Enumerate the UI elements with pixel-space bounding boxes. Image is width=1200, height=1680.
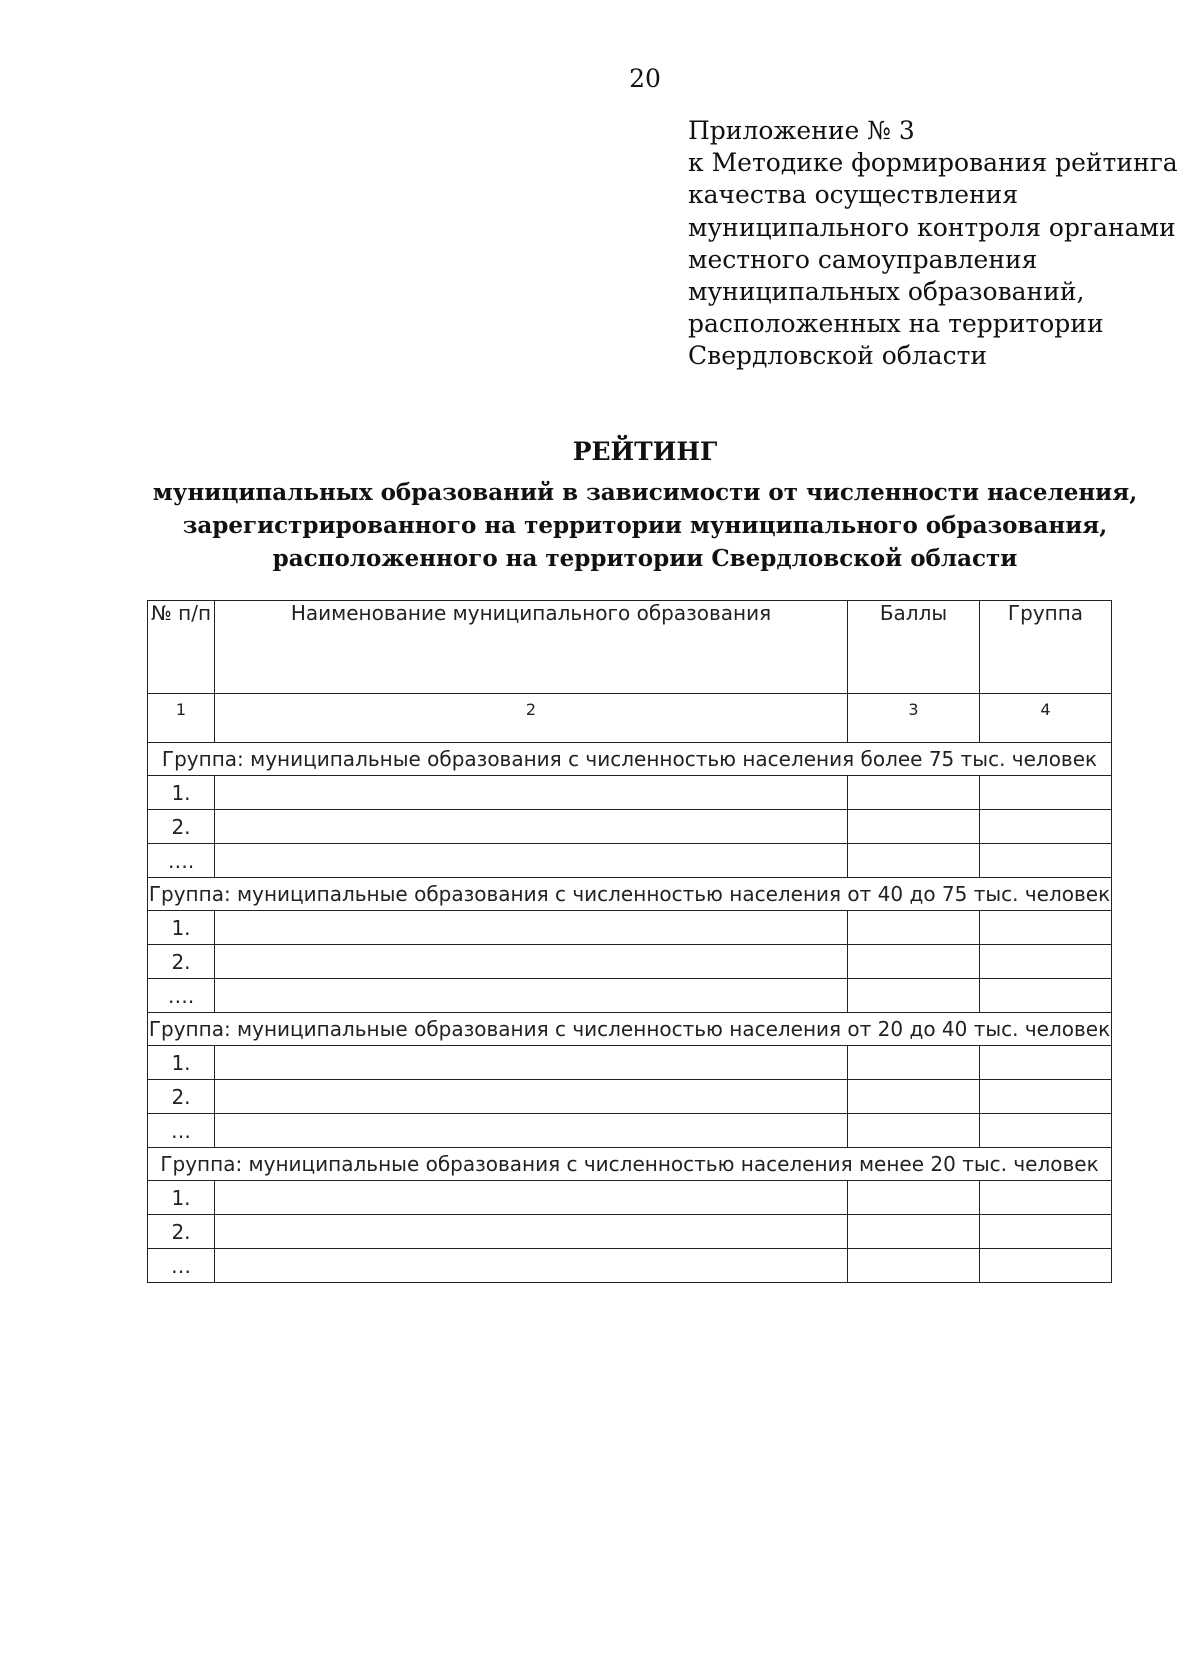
points-cell — [848, 810, 980, 844]
appendix-line: качества осуществления — [688, 180, 1019, 210]
table-row — [148, 945, 1112, 979]
column-number-row — [148, 694, 1112, 743]
group-cell — [980, 1114, 1112, 1148]
points-cell — [848, 844, 980, 878]
group-cell — [980, 1249, 1112, 1283]
appendix-line: Приложение № 3 — [688, 116, 915, 145]
group-cell — [980, 945, 1112, 979]
group-label: Группа: муниципальные образования с численностью населения от 40 до 75 тыс. человек — [148, 878, 1112, 911]
municipality-name-cell — [215, 1080, 848, 1114]
header-number: № п/п — [148, 601, 215, 694]
table-row — [148, 979, 1112, 1013]
table-row — [148, 911, 1112, 945]
municipality-name-cell — [215, 1181, 848, 1215]
table-row — [148, 1046, 1112, 1080]
points-cell — [848, 911, 980, 945]
subtitle-line: расположенного на территории Свердловской области — [272, 545, 1018, 572]
row-number: …. — [148, 979, 215, 1013]
group-cell — [980, 844, 1112, 878]
group-header-row — [148, 1148, 1112, 1181]
group-cell — [980, 979, 1112, 1013]
table-row — [148, 1249, 1112, 1283]
group-header-row — [148, 743, 1112, 776]
appendix-line: местного самоуправления — [688, 244, 1038, 274]
row-number: … — [148, 1114, 215, 1148]
row-number: 2. — [148, 1215, 215, 1249]
table-row — [148, 1181, 1112, 1215]
row-number: 2. — [148, 810, 215, 844]
subtitle-line: зарегистрированного на территории муниципального образования, — [182, 512, 1108, 539]
header-municipality-name: Наименование муниципального образования — [215, 601, 848, 694]
points-cell — [848, 1114, 980, 1148]
table-row — [148, 776, 1112, 810]
table-row — [148, 1215, 1112, 1249]
group-cell — [980, 1181, 1112, 1215]
points-cell — [848, 945, 980, 979]
municipality-name-cell — [215, 1215, 848, 1249]
row-number: 1. — [148, 1181, 215, 1215]
appendix-line: Свердловской области — [688, 341, 988, 371]
appendix-line: к Методике формирования рейтинга — [688, 148, 1178, 178]
points-cell — [848, 776, 980, 810]
points-cell — [848, 979, 980, 1013]
group-cell — [980, 1215, 1112, 1249]
points-cell — [848, 1046, 980, 1080]
points-cell — [848, 1080, 980, 1114]
column-number: 3 — [848, 694, 980, 743]
row-number: 1. — [148, 1046, 215, 1080]
municipality-name-cell — [215, 911, 848, 945]
header-points: Баллы — [848, 601, 980, 694]
appendix-line: расположенных на территории — [688, 309, 1104, 339]
table-row — [148, 810, 1112, 844]
group-header-row — [148, 1013, 1112, 1046]
row-number: 2. — [148, 1080, 215, 1114]
appendix-line: муниципального контроля органами — [688, 212, 1176, 242]
group-label: Группа: муниципальные образования с численностью населения более 75 тыс. человек — [148, 743, 1112, 776]
column-number: 4 — [980, 694, 1112, 743]
group-header-row — [148, 878, 1112, 911]
page-number: 20 — [629, 64, 661, 93]
appendix-line: муниципальных образований, — [688, 277, 1085, 307]
table-row — [148, 1114, 1112, 1148]
document-title: РЕЙТИНГ — [572, 437, 718, 466]
header-group: Группа — [980, 601, 1112, 694]
row-number: 1. — [148, 911, 215, 945]
group-cell — [980, 1080, 1112, 1114]
appendix-note — [688, 115, 1188, 373]
municipality-name-cell — [215, 1249, 848, 1283]
subtitle-line: муниципальных образований в зависимости от численности населения, — [152, 479, 1138, 506]
column-number: 1 — [148, 694, 215, 743]
rating-table — [147, 600, 1112, 1283]
municipality-name-cell — [215, 844, 848, 878]
municipality-name-cell — [215, 1046, 848, 1080]
municipality-name-cell — [215, 979, 848, 1013]
row-number: …. — [148, 844, 215, 878]
document-subtitle — [140, 476, 1150, 575]
municipality-name-cell — [215, 1114, 848, 1148]
municipality-name-cell — [215, 945, 848, 979]
points-cell — [848, 1215, 980, 1249]
row-number: 1. — [148, 776, 215, 810]
row-number: … — [148, 1249, 215, 1283]
group-label: Группа: муниципальные образования с численностью населения менее 20 тыс. человек — [148, 1148, 1112, 1181]
group-cell — [980, 911, 1112, 945]
group-cell — [980, 810, 1112, 844]
points-cell — [848, 1249, 980, 1283]
group-cell — [980, 1046, 1112, 1080]
municipality-name-cell — [215, 810, 848, 844]
group-cell — [980, 776, 1112, 810]
municipality-name-cell — [215, 776, 848, 810]
table-row — [148, 1080, 1112, 1114]
group-label: Группа: муниципальные образования с численностью населения от 20 до 40 тыс. человек — [148, 1013, 1112, 1046]
table-row — [148, 844, 1112, 878]
row-number: 2. — [148, 945, 215, 979]
column-number: 2 — [215, 694, 848, 743]
points-cell — [848, 1181, 980, 1215]
table-header-row — [148, 601, 1112, 694]
